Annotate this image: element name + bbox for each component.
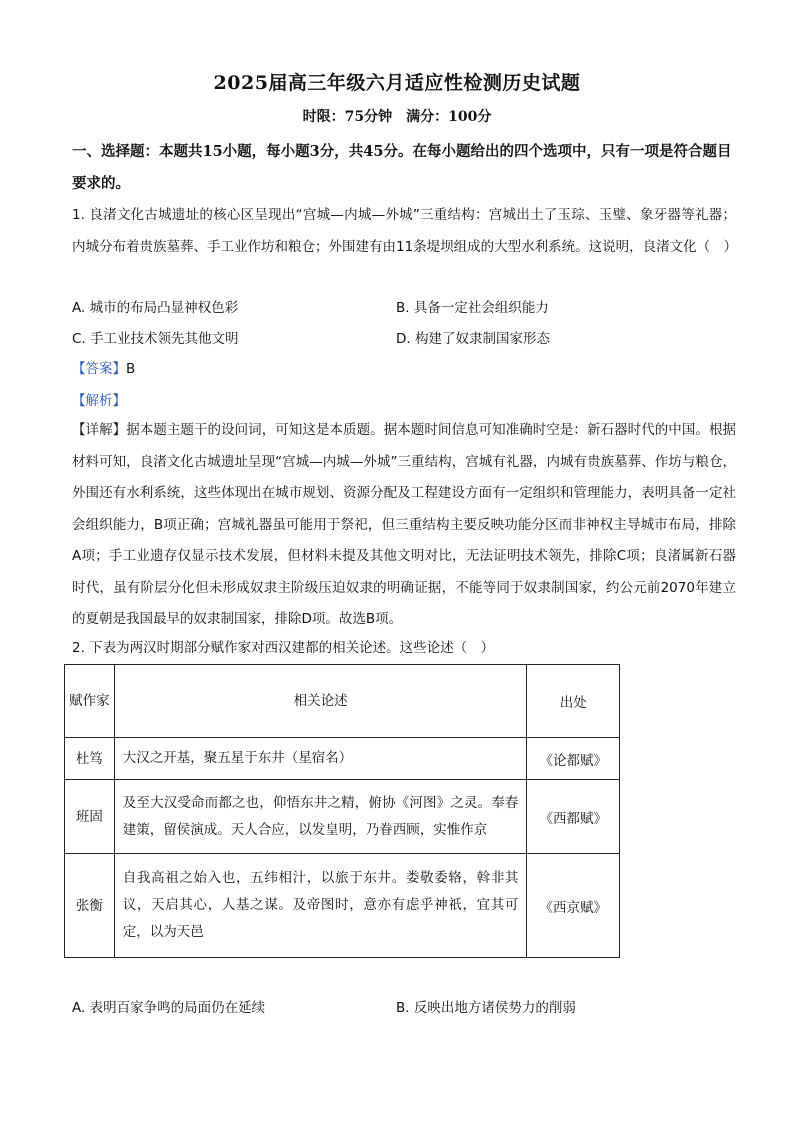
q1-option-c[interactable]: C. 手工业技术领先其他文明 [72,331,239,347]
exam-title: 2025届高三年级六月适应性检测历史试题 [213,72,581,94]
header-source: 出处 [527,665,620,738]
header-author: 赋作家 [65,665,115,738]
row-author: 杜笃 [65,738,115,780]
detail-tag: 【详解】 [72,422,127,438]
q1-option-d[interactable]: D. 构建了奴隶制国家形态 [396,331,550,347]
table-header-row [65,665,620,738]
table-row [65,854,620,958]
q2-stem: 2. 下表为两汉时期部分赋作家对西汉建都的相关论述。这些论述（ ） [72,640,495,656]
row-source: 《西京赋》 [527,854,620,958]
q1-option-b[interactable]: B. 具备一定社会组织能力 [396,300,549,316]
row-source: 《西都赋》 [527,780,620,854]
detail-text: 据本题主题干的设问词，可知这是本质题。据本题时间信息可知准确时空是：新石器时代的中国。根据材料可知，良渚文化古城遗址呈现“宫城—内城—外城”三重结构，宫城有礼器，内城有贵族墓葬、作坊与粮仓，外围还有水利系统，这些体现出在城市规划、资源分配及工程建设方面有一定组织和管理能力，表明具备一定社会组织能力，B项正确；宫城礼器虽可能用于祭祀，但三重结构主要反映功能分区而非神权主导城市布局，排除A项；手工业遗存仅显示技术发展，但材料未提及其他文明对比，无法证明技术领先，排除C项；良渚属新石器时代，虽有阶层分化但未形成奴隶主阶级压迫奴隶的明确证据，不能等同于奴隶制国家，约公元前2070年建立的夏朝是我国最早的奴隶制国家，排除D项。故选B项。 [72,422,737,627]
row-source: 《论都赋》 [527,738,620,780]
q2-option-b[interactable]: B. 反映出地方诸侯势力的削弱 [396,1000,576,1016]
table-row [65,780,620,854]
row-text: 大汉之开基，聚五星于东井（星宿名） [114,738,527,780]
table-row [65,738,620,780]
q1-detail [72,415,736,636]
q1-analysis-label [72,389,126,409]
fu-writers-table [64,664,620,958]
row-author: 班固 [65,780,115,854]
q2-option-a[interactable]: A. 表明百家争鸣的局面仍在延续 [72,1000,266,1016]
row-text: 自我高祖之始入也，五纬相汁，以旅于东井。娄敬委辂，斡非其议，天启其心，人基之谋。及帝图时，意亦有虑乎神祇，宜其可定，以为天邑 [114,854,527,958]
section-heading: 一、选择题：本题共15小题，每小题3分，共45分。在每小题给出的四个选项中，只有一项是符合题目要求的。 [72,143,732,192]
q1-stem: 1. 良渚文化古城遗址的核心区呈现出“宫城—内城—外城”三重结构：宫城出土了玉琮、玉璧、象牙器等礼器；内城分布着贵族墓葬、手工业作坊和粮仓；外围建有由11条堤坝组成的大型水利系统。这说明，良渚文化（ ） [72,207,738,255]
header-text: 相关论述 [114,665,527,738]
analysis-tag: 【解析】 [72,393,126,409]
exam-subtitle: 时限：75分钟 满分：100分 [302,109,492,125]
q1-option-a[interactable]: A. 城市的布局凸显神权色彩 [72,300,239,316]
row-author: 张衡 [65,854,115,958]
row-text: 及至大汉受命而都之也，仰悟东井之精，俯协《河图》之灵。奉春建策，留侯演成。天人合应，以发皇明，乃眷西顾，实惟作京 [114,780,527,854]
answer-tag: 【答案】 [72,361,126,377]
answer-value: B [126,361,136,377]
q1-answer [72,357,135,377]
